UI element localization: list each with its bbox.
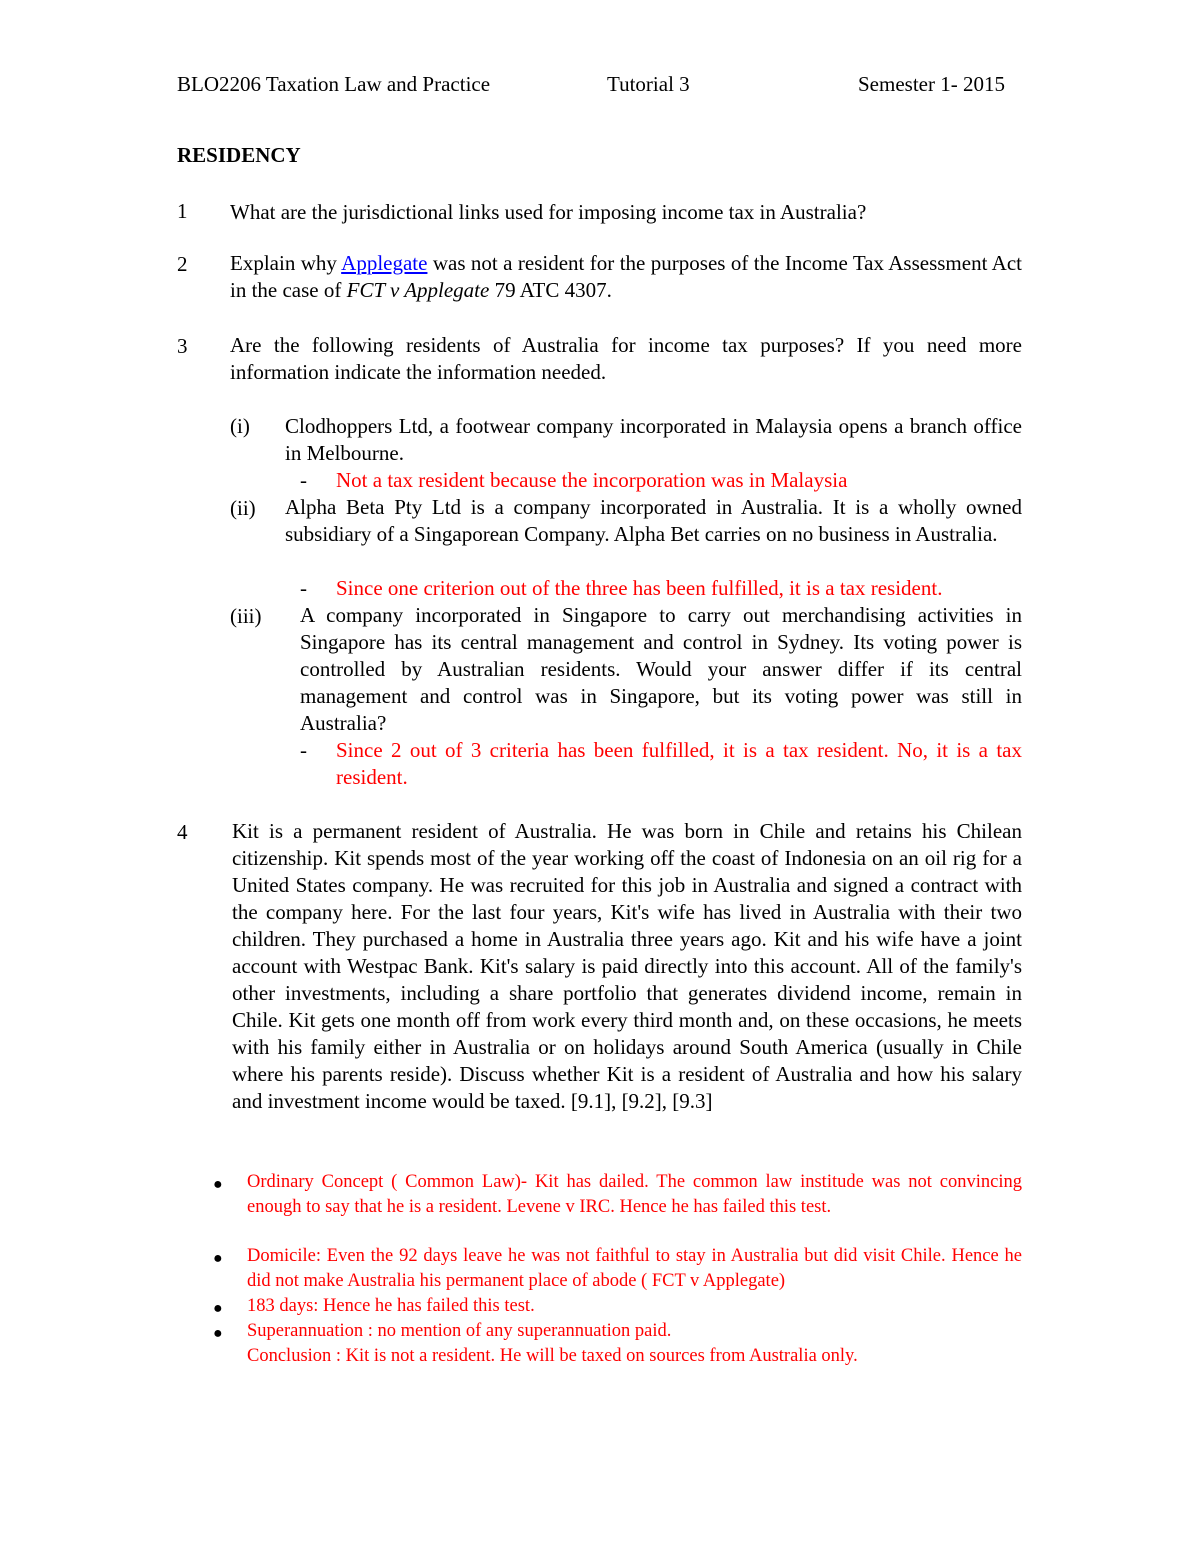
bullet-icon: ●	[213, 1300, 223, 1317]
question-4-text: Kit is a permanent resident of Australia. He was born in Chile and retains his Chilean citizenship. Kit spends most of the year working off the coast of Indonesia on an oil rig for a United States company. He was recruited for this job in Australia and signed a contract with the company here. For the last four years, Kit's wife has lived in Australia with their two children. They purchased a home in Australia three years ago. Kit and his wife have a joint account with Westpac Bank. Kit's salary is paid directly into this account. All of the family's other investments, including a share portfolio that generates dividend income, remain in Chile. Kit gets one month off from work every third month and, on these occasions, he meets with his family either in Australia or on holidays around South America (usually in Chile where his parents reside). Discuss whether Kit is a resident of Australia and how his salary and investment income would be taxed. [9.1], [9.2], [9.3]	[232, 819, 1022, 1113]
bullet-icon: ●	[213, 1176, 223, 1193]
question-3-text: Are the following residents of Australia for income tax purposes? If you need more information indicate the information needed.	[230, 333, 1022, 384]
answer-ii: - Since one criterion out of the three has been fulfilled, it is a tax resident.	[300, 576, 943, 600]
sub-item-label-ii: (ii)	[230, 496, 256, 520]
case-name: FCT v Applegate	[346, 278, 490, 302]
bullet-icon: ●	[213, 1325, 223, 1342]
question-4-number: 4	[177, 820, 188, 844]
question-1-number: 1	[177, 199, 188, 223]
sub-item-text-ii: Alpha Beta Pty Ltd is a company incorporated in Australia. It is a wholly owned subsidiary of a Singaporean Company. Alpha Bet carries on no business in Australia.	[285, 495, 1022, 546]
question-2-text: Explain why Applegate was not a resident for the purposes of the Income Tax Assessment Act in the case of FCT v Applegate 79 ATC 4307.	[230, 251, 1022, 302]
bullet-183-days: 183 days: Hence he has failed this test.	[247, 1296, 535, 1316]
sub-item-label-i: (i)	[230, 414, 250, 438]
question-2-number: 2	[177, 252, 188, 276]
sub-item-text-iii: A company incorporated in Singapore to carry out merchandising activities in Singapore has its central management and control in Sydney. Its voting power is controlled by Australian residents. Would your answer differ if its central management and control was in Singapore, but its voting power was still in Australia?	[300, 603, 1022, 735]
sub-item-label-iii: (iii)	[230, 604, 262, 628]
header-semester: Semester 1- 2015	[858, 72, 1005, 96]
bullet-domicile: Domicile: Even the 92 days leave he was not faithful to stay in Australia but did visit Chile. Hence he did not make Australia his permanent place of abode ( FCT v Applegate)	[247, 1246, 1022, 1291]
bullet-superannuation: Superannuation : no mention of any superannuation paid.	[247, 1321, 672, 1341]
question-1-text: What are the jurisdictional links used for imposing income tax in Australia?	[230, 200, 867, 224]
conclusion-text: Conclusion : Kit is not a resident. He will be taxed on sources from Australia only.	[247, 1346, 858, 1366]
bullet-icon: ●	[213, 1250, 223, 1267]
page-title: RESIDENCY	[177, 143, 301, 167]
sub-item-text-i: Clodhoppers Ltd, a footwear company incorporated in Malaysia opens a branch office in Melbourne.	[285, 414, 1022, 465]
answer-i: - Not a tax resident because the incorporation was in Malaysia	[300, 468, 848, 492]
question-3-number: 3	[177, 334, 188, 358]
header-tutorial: Tutorial 3	[607, 72, 690, 96]
header-course: BLO2206 Taxation Law and Practice	[177, 72, 491, 96]
bullet-ordinary-concept: Ordinary Concept ( Common Law)- Kit has dailed. The common law institude was not convincing enough to say that he is a resident. Levene v IRC. Hence he has failed this test.	[247, 1172, 1022, 1217]
answer-iii: - Since 2 out of 3 criteria has been fulfilled, it is a tax resident. No, it is a tax resident.	[300, 738, 1022, 789]
applegate-link[interactable]: Applegate	[341, 251, 428, 275]
